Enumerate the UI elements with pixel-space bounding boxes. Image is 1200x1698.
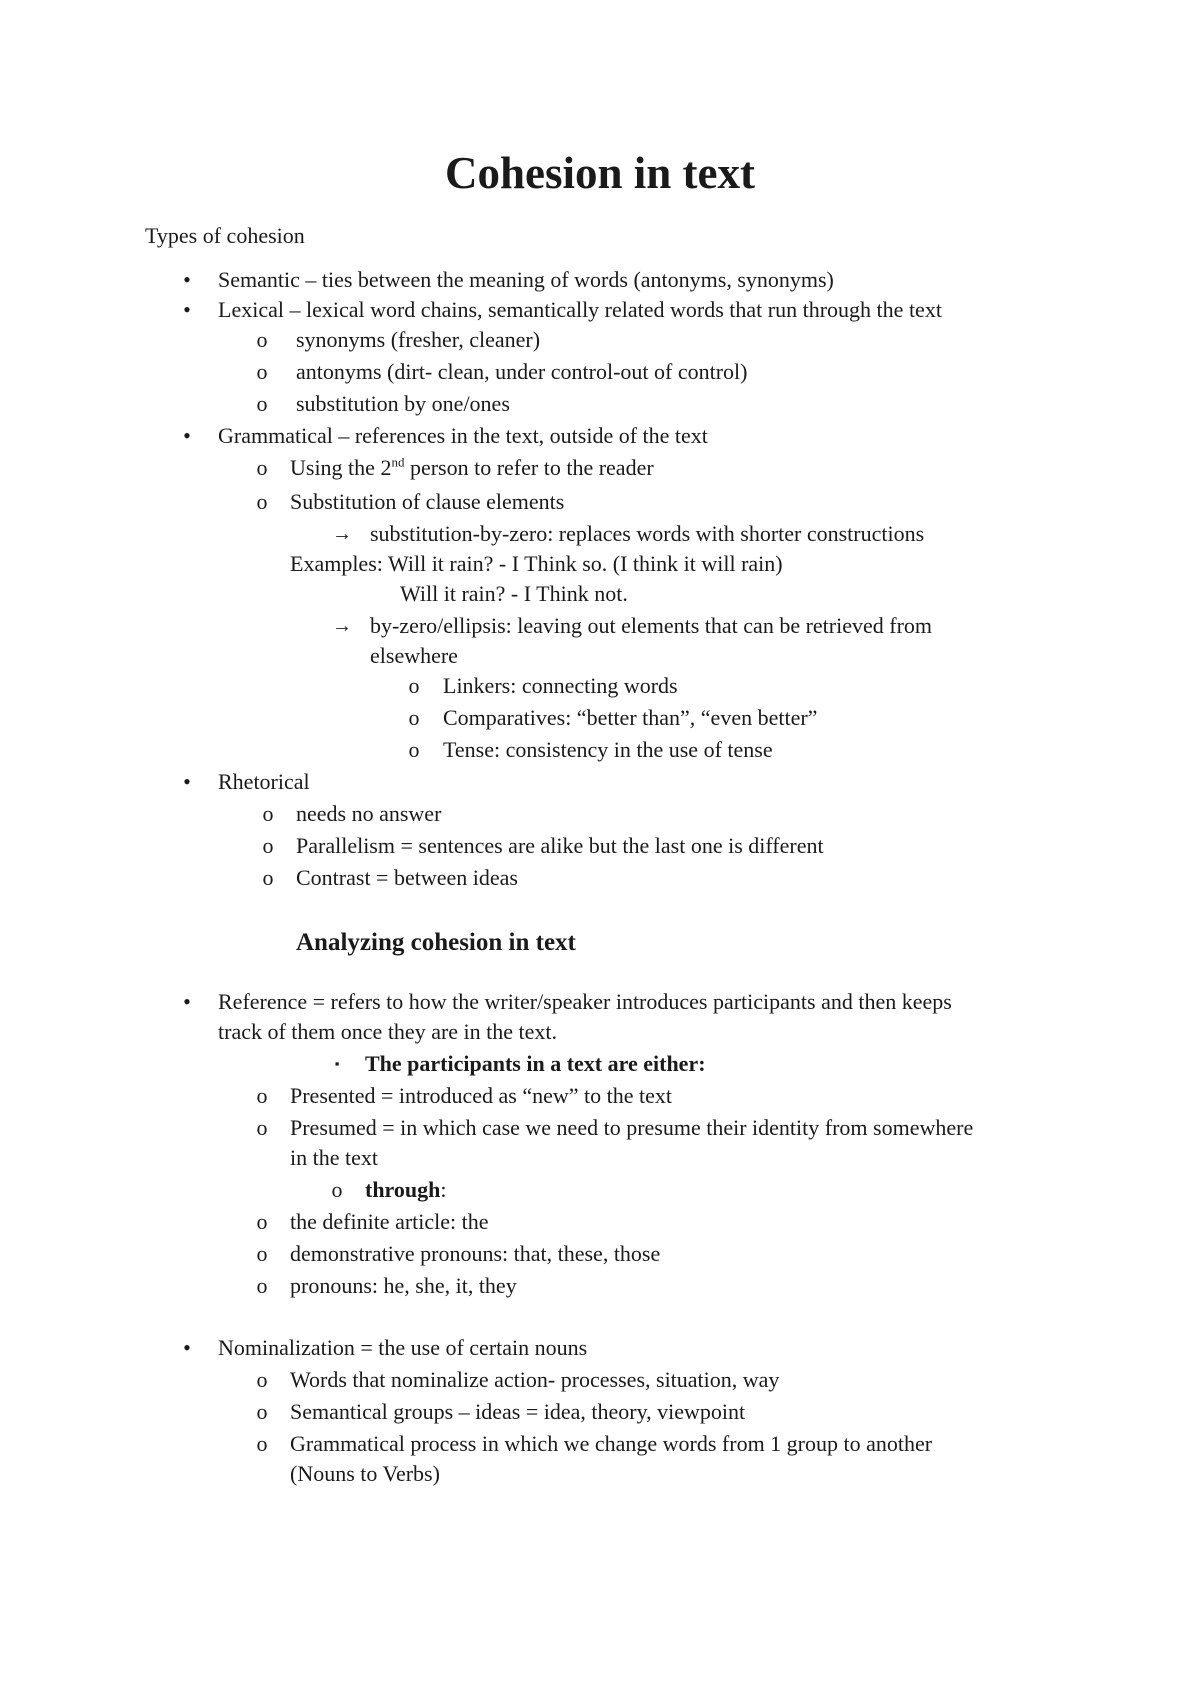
grammatical-sub-text: person to refer to the reader — [404, 455, 654, 480]
rhetorical-sub-item: Contrast = between ideas — [296, 865, 518, 890]
bullet-icon: • — [183, 989, 191, 1014]
arrow-right-icon: → — [332, 615, 352, 637]
semantic-item: Semantic – ties between the meaning of words (antonyms, synonyms) — [218, 267, 834, 292]
circle-bullet-icon: o — [262, 801, 274, 826]
arrow-item-continued: elsewhere — [370, 643, 458, 668]
nominalization-item: Nominalization = the use of certain nouns — [218, 1335, 588, 1360]
circle-bullet-icon: o — [256, 391, 268, 416]
nominalization-sub-item-continued: (Nouns to Verbs) — [290, 1461, 440, 1486]
intro-text: Types of cohesion — [145, 223, 305, 248]
bullet-icon: • — [183, 769, 191, 794]
circle-bullet-icon: o — [256, 455, 268, 480]
bullet-icon: • — [183, 423, 191, 448]
participants-heading: The participants in a text are either: — [365, 1051, 706, 1076]
reference-item-continued: track of them once they are in the text. — [218, 1019, 558, 1044]
circle-bullet-icon: o — [256, 1431, 268, 1456]
circle-bullet-icon: o — [408, 673, 420, 698]
circle-bullet-icon: o — [331, 1177, 343, 1202]
examples-line: Examples: Will it rain? - I Think so. (I think it will rain) — [290, 551, 783, 576]
circle-bullet-icon: o — [256, 327, 268, 352]
through-sub-item: pronouns: he, she, it, they — [290, 1273, 517, 1298]
ellipsis-sub-item: Tense: consistency in the use of tense — [443, 737, 773, 762]
lexical-sub-item: substitution by one/ones — [296, 391, 510, 416]
circle-bullet-icon: o — [408, 705, 420, 730]
arrow-item: by-zero/ellipsis: leaving out elements that can be retrieved from — [370, 613, 933, 638]
circle-bullet-icon: o — [408, 737, 420, 762]
circle-bullet-icon: o — [256, 1083, 268, 1108]
through-bold-text: through — [365, 1177, 441, 1202]
participant-sub-item: Presented = introduced as “new” to the text — [290, 1083, 673, 1108]
participant-sub-item: Presumed = in which case we need to presume their identity from somewhere — [290, 1115, 974, 1140]
ellipsis-sub-item: Linkers: connecting words — [443, 673, 678, 698]
circle-bullet-icon: o — [262, 865, 274, 890]
through-label — [365, 1176, 447, 1204]
ordinal-suffix: nd — [391, 454, 405, 470]
circle-bullet-icon: o — [262, 833, 274, 858]
arrow-item: substitution-by-zero: replaces words with shorter constructions — [370, 521, 925, 546]
circle-bullet-icon: o — [256, 1367, 268, 1392]
grammatical-sub-text: Using the 2 — [290, 455, 392, 480]
through-sub-item: the definite article: the — [290, 1209, 489, 1234]
arrow-right-icon: → — [332, 523, 352, 545]
square-bullet-icon: ▪ — [334, 1056, 340, 1071]
through-colon: : — [440, 1177, 447, 1202]
circle-bullet-icon: o — [256, 1273, 268, 1298]
grammatical-item: Grammatical – references in the text, outside of the text — [218, 423, 708, 448]
rhetorical-sub-item: Parallelism = sentences are alike but the last one is different — [296, 833, 824, 858]
circle-bullet-icon: o — [256, 359, 268, 384]
rhetorical-sub-item: needs no answer — [296, 801, 442, 826]
grammatical-sub-item — [290, 454, 654, 482]
lexical-item: Lexical – lexical word chains, semantically related words that run through the text — [218, 297, 942, 322]
circle-bullet-icon: o — [256, 1241, 268, 1266]
circle-bullet-icon: o — [256, 489, 268, 514]
participant-sub-item-continued: in the text — [290, 1145, 378, 1170]
lexical-sub-item: synonyms (fresher, cleaner) — [296, 327, 541, 352]
rhetorical-item: Rhetorical — [218, 769, 310, 794]
page-title: Cohesion in text — [444, 148, 755, 198]
through-sub-item: demonstrative pronouns: that, these, those — [290, 1241, 661, 1266]
nominalization-sub-item: Grammatical process in which we change words from 1 group to another — [290, 1431, 933, 1456]
ellipsis-sub-item: Comparatives: “better than”, “even better” — [443, 705, 818, 730]
bullet-icon: • — [183, 297, 191, 322]
section-heading: Analyzing cohesion in text — [296, 929, 576, 956]
lexical-sub-item: antonyms (dirt- clean, under control-out of control) — [296, 359, 748, 384]
circle-bullet-icon: o — [256, 1399, 268, 1424]
bullet-icon: • — [183, 1335, 191, 1360]
circle-bullet-icon: o — [256, 1115, 268, 1140]
bullet-icon: • — [183, 267, 191, 292]
nominalization-sub-item: Semantical groups – ideas = idea, theory, viewpoint — [290, 1399, 746, 1424]
examples-line: Will it rain? - I Think not. — [400, 581, 628, 606]
circle-bullet-icon: o — [256, 1209, 268, 1234]
grammatical-sub-item: Substitution of clause elements — [290, 489, 565, 514]
reference-item: Reference = refers to how the writer/speaker introduces participants and then keeps — [218, 989, 952, 1014]
nominalization-sub-item: Words that nominalize action- processes, situation, way — [290, 1367, 780, 1392]
